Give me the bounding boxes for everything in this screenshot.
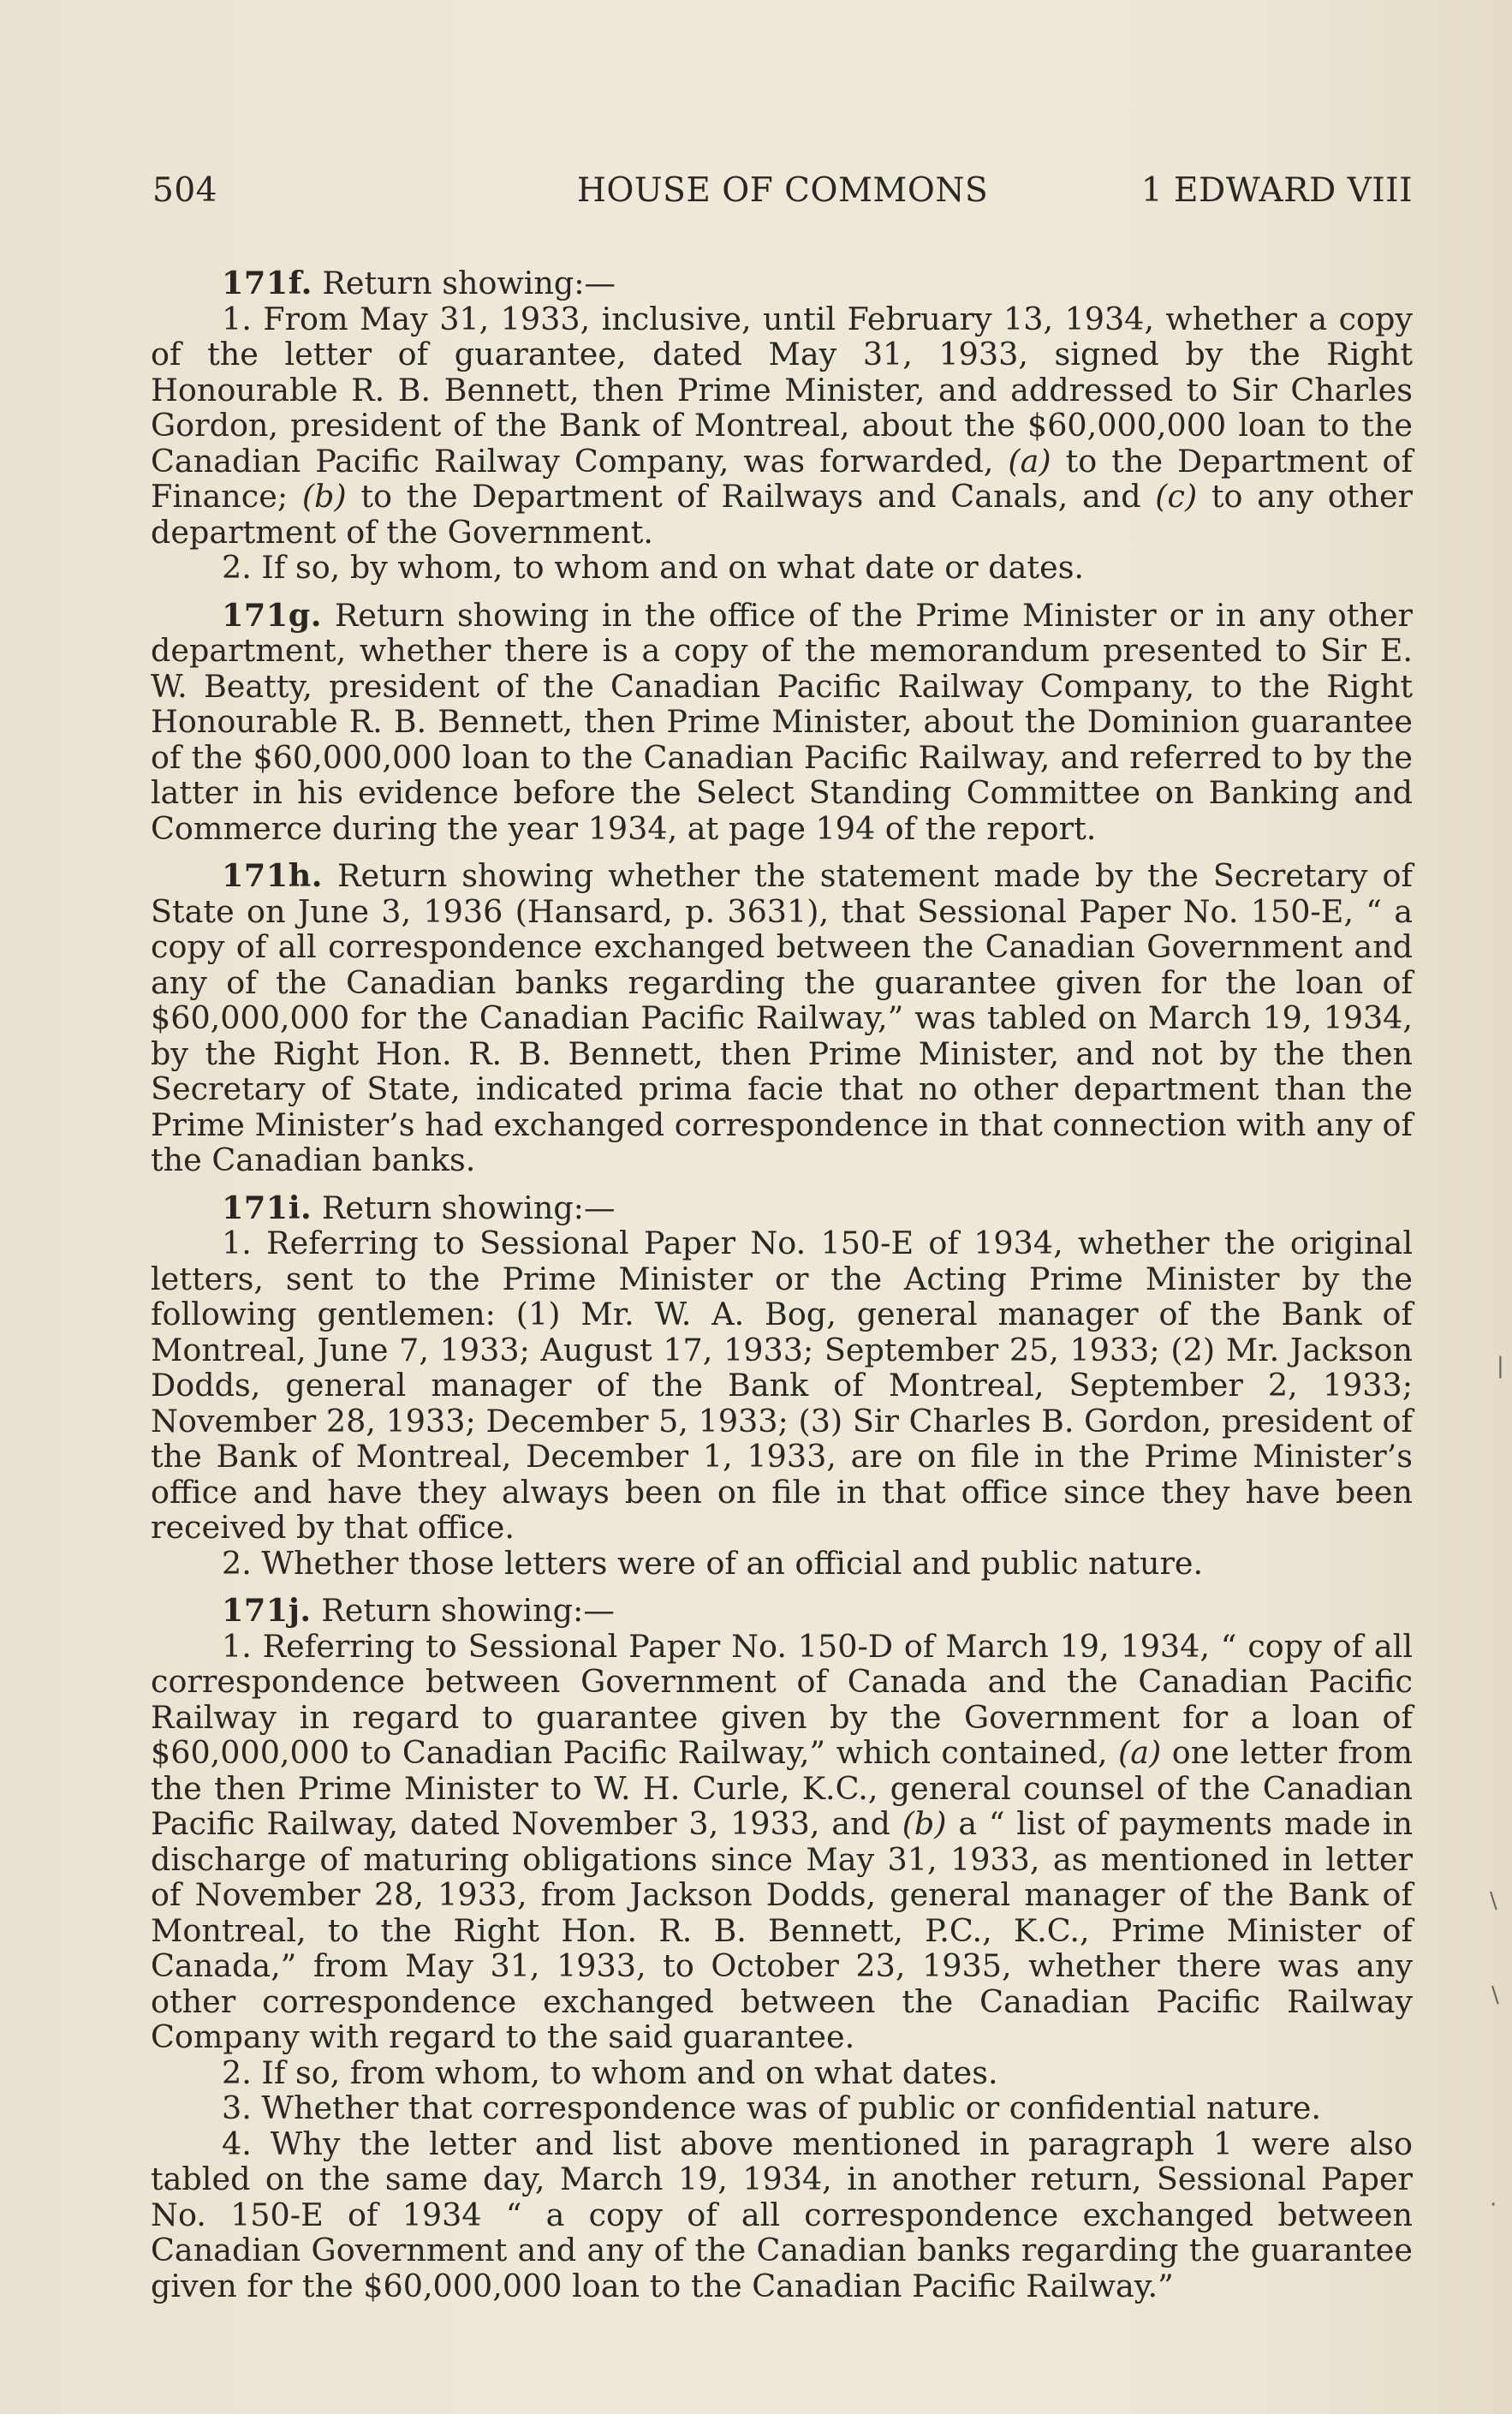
paragraph-text: to the Department of Finance; <box>151 442 1413 515</box>
clause-marker: (c) <box>1155 478 1198 515</box>
section-id: 171f. <box>222 265 313 301</box>
section-intro: Return showing:— <box>311 1592 615 1629</box>
section-id: 171h. <box>222 857 323 894</box>
document-body <box>151 265 1413 2304</box>
clause-marker: (a) <box>1118 1734 1162 1771</box>
section-intro: Return showing:— <box>312 265 616 301</box>
section-171j-heading <box>151 1593 1413 1629</box>
section-171h <box>151 858 1413 1178</box>
paragraph-text: to the Department of Railways and Canals, and <box>346 478 1156 515</box>
section-171j-paragraph-3: 3. Whether that correspondence was of public or confidential nature. <box>222 2089 1321 2126</box>
margin-tick-icon: · <box>1490 2192 1497 2218</box>
page-title: HOUSE OF COMMONS <box>576 171 989 210</box>
clause-marker: (a) <box>1008 442 1051 480</box>
section-id: 171g. <box>222 596 322 634</box>
volume-label: 1 EDWARD VIII <box>1140 171 1413 210</box>
section-id: 171i. <box>222 1189 313 1226</box>
paragraph-text: one letter from the then Prime Minister to W. H. Curle, K.C., general counsel of the Canadian Pacific Railway, dated November 3, 1933, and <box>151 1734 1413 1842</box>
section-171i-heading <box>151 1190 1413 1226</box>
margin-tick-icon: \ <box>1491 1982 1499 2008</box>
section-171f-paragraph-2: 2. If so, by whom, to whom and on what date or dates. <box>222 549 1085 586</box>
section-171i-paragraph-1: 1. Referring to Sessional Paper No. 150-E of 1934, whether the original letters, sent to the Prime Minister or the Acting Prime Minister by the following gentlemen: (1) Mr. W. A. Bog, general manager of the Bank of Montreal, June 7, 1933; August 17, 1933; September 25, 1933; (2) Mr. Jackson Dodds, general manager of the Bank of Montreal, September 2, 1933; November 28, 1933; December 5, 1933; (3) Sir Charles B. Gordon, president of the Bank of Montreal, December 1, 1933, are on file in the Prime Minister’s office and have they always been on file in that office since they have been received by that office. <box>151 1225 1413 1546</box>
section-171i-paragraph-2: 2. Whether those letters were of an official and public nature. <box>222 1544 1204 1582</box>
margin-tick-icon: \ <box>1490 1888 1497 1914</box>
clause-marker: (b) <box>301 478 347 515</box>
section-intro: Return showing:— <box>312 1189 616 1226</box>
page-number: 504 <box>152 171 217 210</box>
paragraph-text: Return showing in the office of the Prime Minister or in any other department, whether there is a copy of the memorandum presented to Sir E. W. Beatty, president of the Canadian Pacific Railway Company, to the Right Honourable R. B. Bennett, then Prime Minister, about the Dominion guarantee of the $60,000,000 loan to the Canadian Pacific Railway, and referred to by the latter in his evidence before the Select Standing Committee on Banking and Commerce during the year 1934, at page 194 of the report. <box>151 596 1413 847</box>
paragraph-text: 1. Referring to Sessional Paper No. 150-D of March 19, 1934, “ copy of all correspondence between Government of Canada and the Canadian Pacific Railway in regard to guarantee given by the Government for a loan of $60,000,000 to Canadian Pacific Railway,” which contained, <box>151 1627 1413 1771</box>
clause-marker: (b) <box>902 1805 947 1842</box>
margin-mark-icon: | <box>1497 1353 1504 1379</box>
section-171g <box>151 598 1413 847</box>
paragraph-text: a “ list of payments made in discharge of maturing obligations since May 31, 1933, as mentioned in letter of November 28, 1933, from Jackson Dodds, general manager of the Bank of Montreal, to the Right Hon. R. B. Bennett, P.C., K.C., Prime Minister of Canada,” from May 31, 1933, to October 23, 1935, whether there was any other correspondence exchanged between the Canadian Pacific Railway Company with regard to the said guarantee. <box>151 1805 1413 2055</box>
section-171j-paragraph-4: 4. Why the letter and list above mentioned in paragraph 1 were also tabled on the same day, March 19, 1934, in another return, Sessional Paper No. 150-E of 1934 “ a copy of all correspondence exchanged between Canadian Government and any of the Canadian banks regarding the guarantee given for the $60,000,000 loan to the Canadian Pacific Railway.” <box>151 2125 1413 2304</box>
paragraph-text: to any other department of the Government. <box>151 478 1413 551</box>
paragraph-text: 1. From May 31, 1933, inclusive, until February 13, 1934, whether a copy of the letter of guarantee, dated May 31, 1933, signed by the Right Honourable R. B. Bennett, then Prime Minister, and addressed to Sir Charles Gordon, president of the Bank of Montreal, about the $60,000,000 loan to the Canadian Pacific Railway Company, was forwarded, <box>151 300 1413 480</box>
page-header <box>152 171 1413 214</box>
section-171f-heading <box>151 265 1413 301</box>
section-171f-paragraph-1 <box>151 301 1413 551</box>
paragraph-text: Return showing whether the statement made by the Secretary of State on June 3, 1936 (Hansard, p. 3631), that Sessional Paper No. 150-E, “ a copy of all correspondence exchanged between the Canadian Government and any of the Canadian banks regarding the guarantee given for the loan of $60,000,000 for the Canadian Pacific Railway,” was tabled on March 19, 1934, by the Right Hon. R. B. Bennett, then Prime Minister, and not by the then Secretary of State, indicated prima facie that no other department than the Prime Minister’s had exchanged correspondence in that connection with any of the Canadian banks. <box>151 857 1413 1178</box>
section-id: 171j. <box>222 1592 312 1629</box>
section-171j-paragraph-1 <box>151 1629 1413 2055</box>
section-171j-paragraph-2: 2. If so, from whom, to whom and on what dates. <box>222 2053 998 2091</box>
